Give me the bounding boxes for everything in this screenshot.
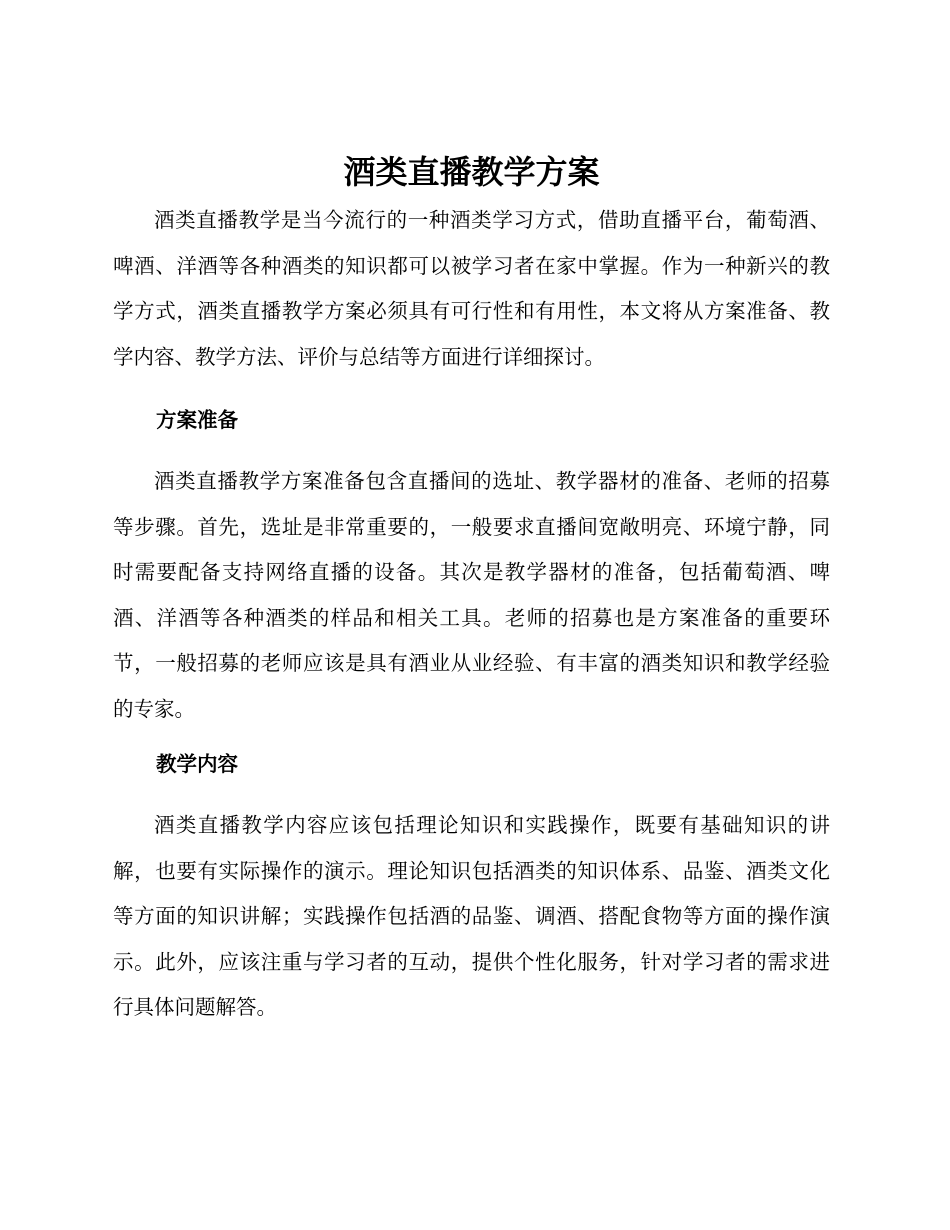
section-body-preparation: 酒类直播教学方案准备包含直播间的选址、教学器材的准备、老师的招募等步骤。首先，选址是非常重要的，一般要求直播间宽敞明亮、环境宁静，同时需要配备支持网络直播的设备。其次是教学器材的准备，包括葡萄酒、啤酒、洋酒等各种酒类的样品和相关工具。老师的招募也是方案准备的重要环节，一般招募的老师应该是具有酒业从业经验、有丰富的酒类知识和教学经验的专家。 (113, 469, 830, 721)
intro-paragraph: 酒类直播教学是当今流行的一种酒类学习方式，借助直播平台，葡萄酒、啤酒、洋酒等各种酒类的知识都可以被学习者在家中掌握。作为一种新兴的教学方式，酒类直播教学方案必须具有可行性和有用性，本文将从方案准备、教学内容、教学方法、评价与总结等方面进行详细探讨。 (113, 208, 830, 369)
section-body-content: 酒类直播教学内容应该包括理论知识和实践操作，既要有基础知识的讲解，也要有实际操作的演示。理论知识包括酒类的知识体系、品鉴、酒类文化等方面的知识讲解；实践操作包括酒的品鉴、调酒、搭配食物等方面的操作演示。此外，应该注重与学习者的互动，提供个性化服务，针对学习者的需求进行具体问题解答。 (113, 813, 830, 1019)
section-heading-preparation: 方案准备 (156, 408, 238, 432)
document-title: 酒类直播教学方案 (343, 153, 600, 191)
section-heading-content: 教学内容 (156, 752, 238, 776)
